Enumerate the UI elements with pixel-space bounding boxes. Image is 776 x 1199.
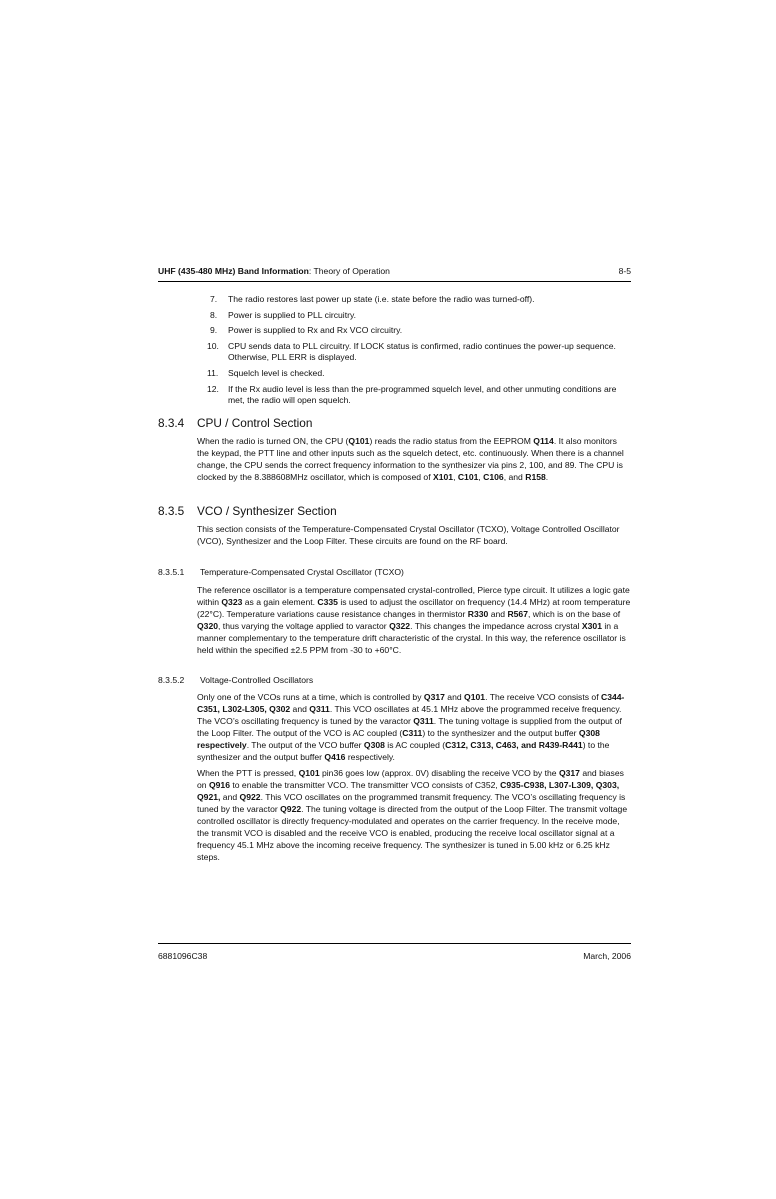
list-item-number: 10.	[207, 340, 219, 351]
paragraph: When the radio is turned ON, the CPU (Q101) reads the radio status from the EEPROM Q114. It also monitors the keypad, the PTT line and other inputs such as the squelch detect, etc. continuously. When there is a channel change, the CPU sends the correct frequency information to the synthesizer via pins 2, 100, and 89. The CPU is clocked by the 8.388608MHz oscillator, which is composed of X101, C101, C106, and R158.	[197, 436, 624, 482]
list-item-text: Squelch level is checked.	[228, 367, 325, 378]
list-item	[197, 325, 631, 337]
list-item	[197, 368, 631, 380]
paragraph: When the PTT is pressed, Q101 pin36 goes low (approx. 0V) disabling the receive VCO by the Q317 and biases on Q916 to enable the transmitter VCO. The transmitter VCO consists of C352, C935-C938, L307-L309, Q303, Q921, and Q922. This VCO oscillates on the programmed transmit frequency. The VCO’s oscillating frequency is tuned by the varactor Q922. The tuning voltage is directed from the output of the Loop Filter. The transmit voltage controlled oscillator is directly frequency-modulated and operates on the carrier frequency. In the receive mode, the transmit VCO is disabled and the receive VCO is enabled, producing the receive local oscillator signal at a frequency 45.1 MHz above the incoming receive frequency. The synthesizer is tuned in 5.00 kHz or 6.25 kHz steps.	[197, 768, 628, 862]
subsection-title: Voltage-Controlled Oscillators	[200, 675, 314, 685]
list-item	[197, 341, 631, 364]
list-item-number: 11.	[207, 367, 219, 378]
subsection-number: 8.3.5.1	[158, 567, 185, 577]
section-number: 8.3.5	[158, 504, 185, 518]
subsection-title: Temperature-Compensated Crystal Oscillator (TCXO)	[200, 567, 404, 577]
paragraph: Only one of the VCOs runs at a time, which is controlled by Q317 and Q101. The receive VCO consists of C344-C351, L302-L305, Q302 and Q311. This VCO oscillates at 45.1 MHz above the programmed receive frequency. The VCO’s oscillating frequency is tuned by the varactor Q311. The tuning voltage is supplied from the output of the Loop Filter. The output of the VCO is AC coupled (C311) to the synthesizer and the output buffer Q308 respectively. The output of the VCO buffer Q308 is AC coupled (C312, C313, C463, and R439-R441) to the synthesizer and the output buffer Q416 respectively.	[197, 692, 625, 762]
paragraph: The reference oscillator is a temperature compensated crystal-controlled, Pierce type circuit. It utilizes a logic gate within Q323 as a gain element. C335 is used to adjust the oscillator on frequency (14.4 MHz) at room temperature (22°C). Temperature variations cause resistance changes in thermistor R330 and R567, which is on the base of Q320, thus varying the voltage applied to varactor Q322. This changes the impedance across crystal X301 in a manner complementary to the temperature drift characteristic of the crystal. In this way, the reference oscillator is held within the specified ±2.5 PPM from -30 to +60°C.	[197, 585, 631, 655]
header-title-rest: : Theory of Operation	[308, 266, 390, 276]
footer-date: March, 2006	[583, 951, 631, 961]
header-rule	[158, 281, 631, 282]
cpu-section-body	[197, 436, 631, 489]
list-item	[197, 384, 631, 407]
list-item-text: Power is supplied to Rx and Rx VCO circuitry.	[228, 325, 403, 336]
list-item-text: Power is supplied to PLL circuitry.	[228, 309, 357, 320]
section-title: CPU / Control Section	[197, 416, 313, 430]
list-item-text: The radio restores last power up state (i.e. state before the radio was turned-off).	[228, 294, 535, 304]
list-item	[197, 294, 631, 306]
header-band: UHF (435-480 MHz) Band Information	[158, 266, 309, 276]
footer-rule	[158, 943, 631, 944]
footer-doc-number: 6881096C38	[158, 951, 208, 961]
list-item-text: If the Rx audio level is less than the pre-programmed squelch level, and other unmuting conditions are met, the radio will open squelch.	[228, 383, 617, 406]
vco-synth-body	[197, 524, 631, 553]
header-title	[158, 266, 390, 276]
section-number: 8.3.4	[158, 416, 185, 430]
list-item-number: 7.	[210, 294, 218, 304]
tcxo-body	[197, 585, 631, 661]
subsection-number: 8.3.5.2	[158, 675, 185, 685]
list-item	[197, 310, 631, 322]
header-page-number: 8-5	[618, 266, 631, 276]
vco-body	[197, 692, 631, 869]
section-title: VCO / Synthesizer Section	[197, 504, 337, 518]
list-item-number: 12.	[207, 383, 219, 394]
startup-sequence-list	[197, 294, 631, 411]
list-item-number: 9.	[210, 325, 218, 336]
list-item-number: 8.	[210, 309, 218, 320]
list-item-text: CPU sends data to PLL circuitry. If LOCK status is confirmed, radio continues the power-up sequence. Otherwise, PLL ERR is displayed.	[228, 340, 616, 363]
paragraph: This section consists of the Temperature-Compensated Crystal Oscillator (TCXO), Voltage Controlled Oscillator (VCO), Synthesizer and the Loop Filter. These circuits are found on the RF board.	[197, 524, 620, 546]
